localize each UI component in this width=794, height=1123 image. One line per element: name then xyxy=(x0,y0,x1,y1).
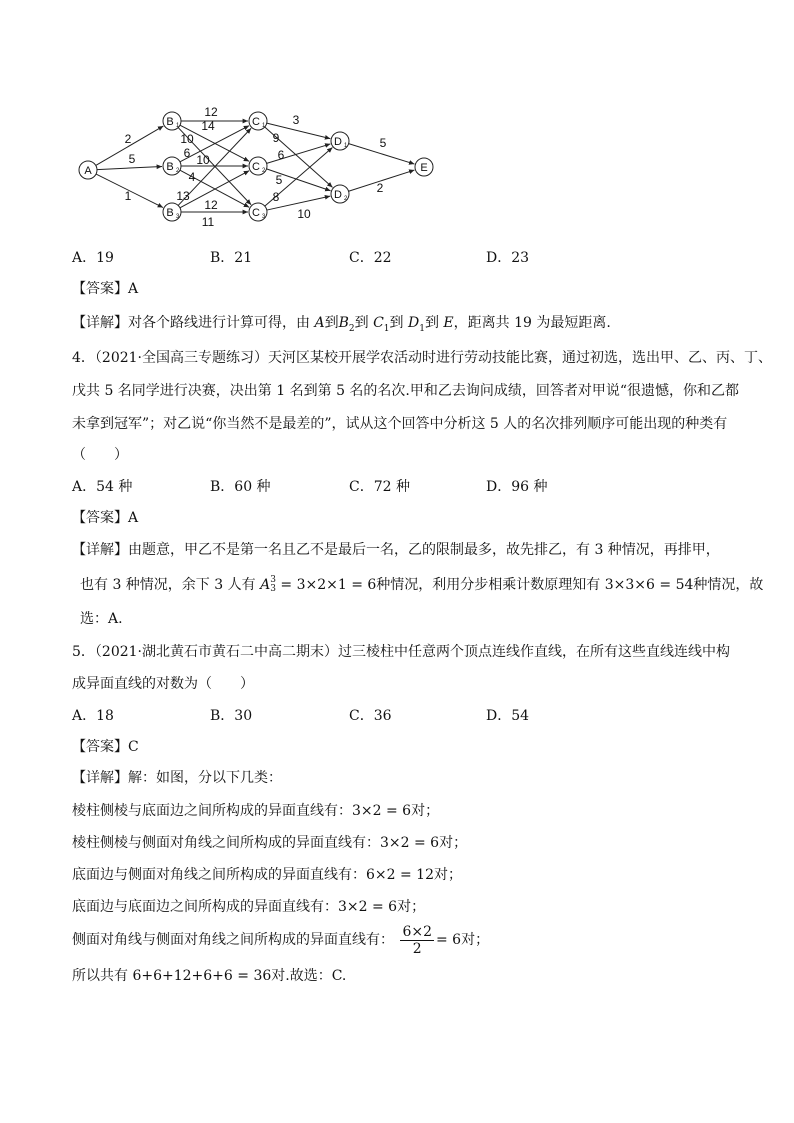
edge-weight-C3-D2: 10 xyxy=(297,207,311,221)
node-subscript-B1: 1 xyxy=(176,123,180,129)
node-label-C3: C xyxy=(252,207,260,219)
q5-item-2 xyxy=(72,833,467,853)
q5-answer xyxy=(72,737,139,757)
detail-text: 对； xyxy=(397,899,426,915)
answer-tag: 【答案】 xyxy=(72,281,128,297)
edge-weight-B2-C3: 4 xyxy=(188,170,196,184)
node-D2 xyxy=(331,185,349,203)
detail-text: 种情况，故 xyxy=(693,577,764,593)
math-expr: 6×2 = 12 xyxy=(366,867,434,883)
node-subscript-C3: 3 xyxy=(262,214,266,220)
answer-tag: 【答案】 xyxy=(72,739,128,755)
node-label-B3: B xyxy=(166,207,174,219)
edge-weight-B1-C2: 14 xyxy=(201,119,215,133)
detail-text: 到 xyxy=(324,315,339,331)
q4-stem-line3: 未拿到冠军”；对乙说“你当然不是最差的”，试从这个回答中分析这 5 人的名次排列顺序可能出现的种类有 xyxy=(72,416,728,432)
q4-detail-line2 xyxy=(80,575,763,595)
math-expr: = 6 xyxy=(436,932,462,948)
detail-tag: 【详解】 xyxy=(72,542,128,558)
edge-weight-B1-C3: 10 xyxy=(180,132,194,146)
answer-value: C xyxy=(128,739,139,755)
detail-text: 棱柱侧棱与侧面对角线之间所构成的异面直线有： xyxy=(72,835,380,851)
detail-text: 对各个路线进行计算可得，由 xyxy=(128,315,310,331)
q3-option-c: C．22 xyxy=(349,250,392,266)
q3-option-a: A．19 xyxy=(72,250,114,266)
q5-item-4 xyxy=(72,897,425,917)
node-C2 xyxy=(249,157,267,175)
edge-weight-B2-C2: 10 xyxy=(196,153,210,167)
node-subscript-D1: 1 xyxy=(344,143,348,149)
node-subscript-D2: 2 xyxy=(344,196,348,202)
node-B1 xyxy=(163,112,181,130)
q4-answer xyxy=(72,508,138,528)
detail-text: 对； xyxy=(411,803,440,819)
q4-option-d: D．96 种 xyxy=(486,479,548,495)
answer-value: A xyxy=(128,281,139,297)
node-subscript-B3: 3 xyxy=(176,214,180,220)
q5-option-b: B．30 xyxy=(210,708,253,724)
detail-text: 底面边与侧面对角线之间所构成的异面直线有： xyxy=(72,867,366,883)
detail-text: 对； xyxy=(434,867,462,883)
node-C1 xyxy=(249,112,267,130)
answer-tag: 【答案】 xyxy=(72,510,128,526)
edge-weight-B1-C1: 12 xyxy=(204,105,218,119)
detail-tag: 【详解】 xyxy=(72,770,128,786)
math-node: C xyxy=(373,315,384,331)
edge-weight-B3-C3: 11 xyxy=(201,215,215,229)
fraction-denominator: 2 xyxy=(412,940,422,957)
q4-stem-line1: 4．（2021·全国高三专题练习）天河区某校开展学农活动时进行劳动技能比赛，通过初选，选出甲、乙、丙、丁、 xyxy=(72,350,772,366)
q4-detail-line1 xyxy=(72,540,720,560)
detail-text: ，距离共 19 为最短距离. xyxy=(453,315,611,331)
q4-option-a: A．54 种 xyxy=(72,479,133,495)
math-expr: 3×2 = 6 xyxy=(338,899,398,915)
node-label-C2: C xyxy=(252,161,260,173)
detail-text: 底面边与底面边之间所构成的异面直线有： xyxy=(72,899,338,915)
edge-weight-A-B1: 2 xyxy=(124,132,132,146)
node-label-C1: C xyxy=(252,116,260,128)
q5-option-c: C．36 xyxy=(349,708,392,724)
detail-tag: 【详解】 xyxy=(72,315,128,331)
q4-option-c: C．72 种 xyxy=(349,479,410,495)
edge-weight-C2-D1: 6 xyxy=(277,148,285,162)
q5-detail-line0 xyxy=(72,768,282,788)
node-D1 xyxy=(331,132,349,150)
q3-answer xyxy=(72,279,138,299)
node-subscript-B2: 2 xyxy=(176,168,180,174)
edge-weight-D2-E: 2 xyxy=(376,181,384,195)
math-node: A xyxy=(314,315,325,331)
q3-detail xyxy=(72,313,611,339)
edge-C2-D1 xyxy=(267,144,331,163)
math-expr: 6+6+12+6+6 = 36 xyxy=(132,968,272,984)
edge-weight-C1-D1: 3 xyxy=(292,113,300,127)
network-diagram xyxy=(0,0,794,240)
edge-weight-A-B2: 5 xyxy=(128,152,136,166)
edge-A-B2 xyxy=(97,166,162,169)
detail-text: 也有 3 种情况，余下 3 人有 xyxy=(80,577,256,593)
node-label-B2: B xyxy=(166,161,174,173)
math-expr: 3×2 = 6 xyxy=(380,835,440,851)
detail-text: 到 xyxy=(389,315,404,331)
node-label-A: A xyxy=(84,165,92,177)
q5-item-5 xyxy=(72,922,489,958)
node-label-D2: D xyxy=(334,189,342,201)
node-subscript-C1: 1 xyxy=(262,123,266,129)
detail-text: 对； xyxy=(439,835,468,851)
node-E xyxy=(415,158,433,176)
detail-text: 棱柱侧棱与底面边之间所构成的异面直线有： xyxy=(72,803,352,819)
node-label-E: E xyxy=(420,162,428,174)
q5-stem-line1: 5．（2021·湖北黄石市黄石二中高二期末）过三棱柱中任意两个顶点连线作直线，在所有这些直线连线中构 xyxy=(72,644,730,660)
q5-item-3 xyxy=(72,865,462,885)
math-node: E xyxy=(443,315,454,331)
node-label-B1: B xyxy=(166,116,174,128)
math-sub: 2 xyxy=(348,323,355,334)
edge-weight-B2-C1: 6 xyxy=(183,146,191,160)
math-node: D xyxy=(407,315,420,331)
detail-text: 解：如图，分以下几类： xyxy=(128,770,282,786)
q5-item-1 xyxy=(72,801,439,821)
math-sub: 1 xyxy=(383,323,390,334)
answer-value: A xyxy=(128,510,139,526)
detail-text: 到 xyxy=(354,315,369,331)
q3-option-b: B．21 xyxy=(210,250,253,266)
q5-option-a: A．18 xyxy=(72,708,114,724)
edge-weight-C3-D1: 8 xyxy=(272,190,280,204)
fraction xyxy=(400,924,434,957)
math-expr: 3×2 = 6 xyxy=(352,803,412,819)
math-node: B xyxy=(338,315,349,331)
edge-weight-D1-E: 5 xyxy=(379,136,387,150)
edge-weight-A-B3: 1 xyxy=(124,189,132,203)
node-label-D1: D xyxy=(334,136,342,148)
detail-text: 对.故选：C. xyxy=(271,968,347,984)
fraction-numerator: 6×2 xyxy=(402,923,432,940)
q4-stem-line2: 戊共 5 名同学进行决赛，决出第 1 名到第 5 名的名次.甲和乙去询问成绩，回答者对甲说“很遗憾，你和乙都 xyxy=(72,383,740,399)
math-expr: 3×3×6 = 54 xyxy=(604,577,694,593)
detail-text: 侧面对角线与侧面对角线之间所构成的异面直线有： xyxy=(72,932,394,948)
detail-text: 由题意，甲乙不是第一名且乙不是最后一名，乙的限制最多，故先排乙，有 3 种情况，再排甲， xyxy=(128,542,720,558)
q4-option-b: B．60 种 xyxy=(210,479,271,495)
edge-weight-C1-D2: 9 xyxy=(272,131,280,145)
q3-option-d: D．23 xyxy=(486,250,530,266)
math-expr: = 3×2×1 = 6 xyxy=(280,577,377,593)
detail-text: 种情况，利用分步相乘计数原理知有 xyxy=(376,577,601,593)
detail-text: 对； xyxy=(461,932,490,948)
edge-weight-B3-C2: 12 xyxy=(204,198,218,212)
q5-option-d: D．54 xyxy=(486,708,530,724)
node-A xyxy=(79,161,97,179)
q5-stem-line2: 成异面直线的对数为（ ） xyxy=(72,676,254,692)
node-B3 xyxy=(163,203,181,221)
node-C3 xyxy=(249,203,267,221)
node-B2 xyxy=(163,157,181,175)
edge-weight-C2-D2: 5 xyxy=(275,173,283,187)
detail-text: 所以共有 xyxy=(72,968,128,984)
q4-detail-line3: 选：A. xyxy=(80,611,123,627)
q5-total xyxy=(72,966,346,986)
node-subscript-C2: 2 xyxy=(262,168,266,174)
detail-text: 到 xyxy=(424,315,439,331)
math-sub: 1 xyxy=(419,323,425,334)
permutation-symbol: A 3 3 xyxy=(260,575,276,594)
edge-weight-B3-C1: 13 xyxy=(176,189,190,203)
q4-stem-line4: （ ） xyxy=(72,447,128,463)
